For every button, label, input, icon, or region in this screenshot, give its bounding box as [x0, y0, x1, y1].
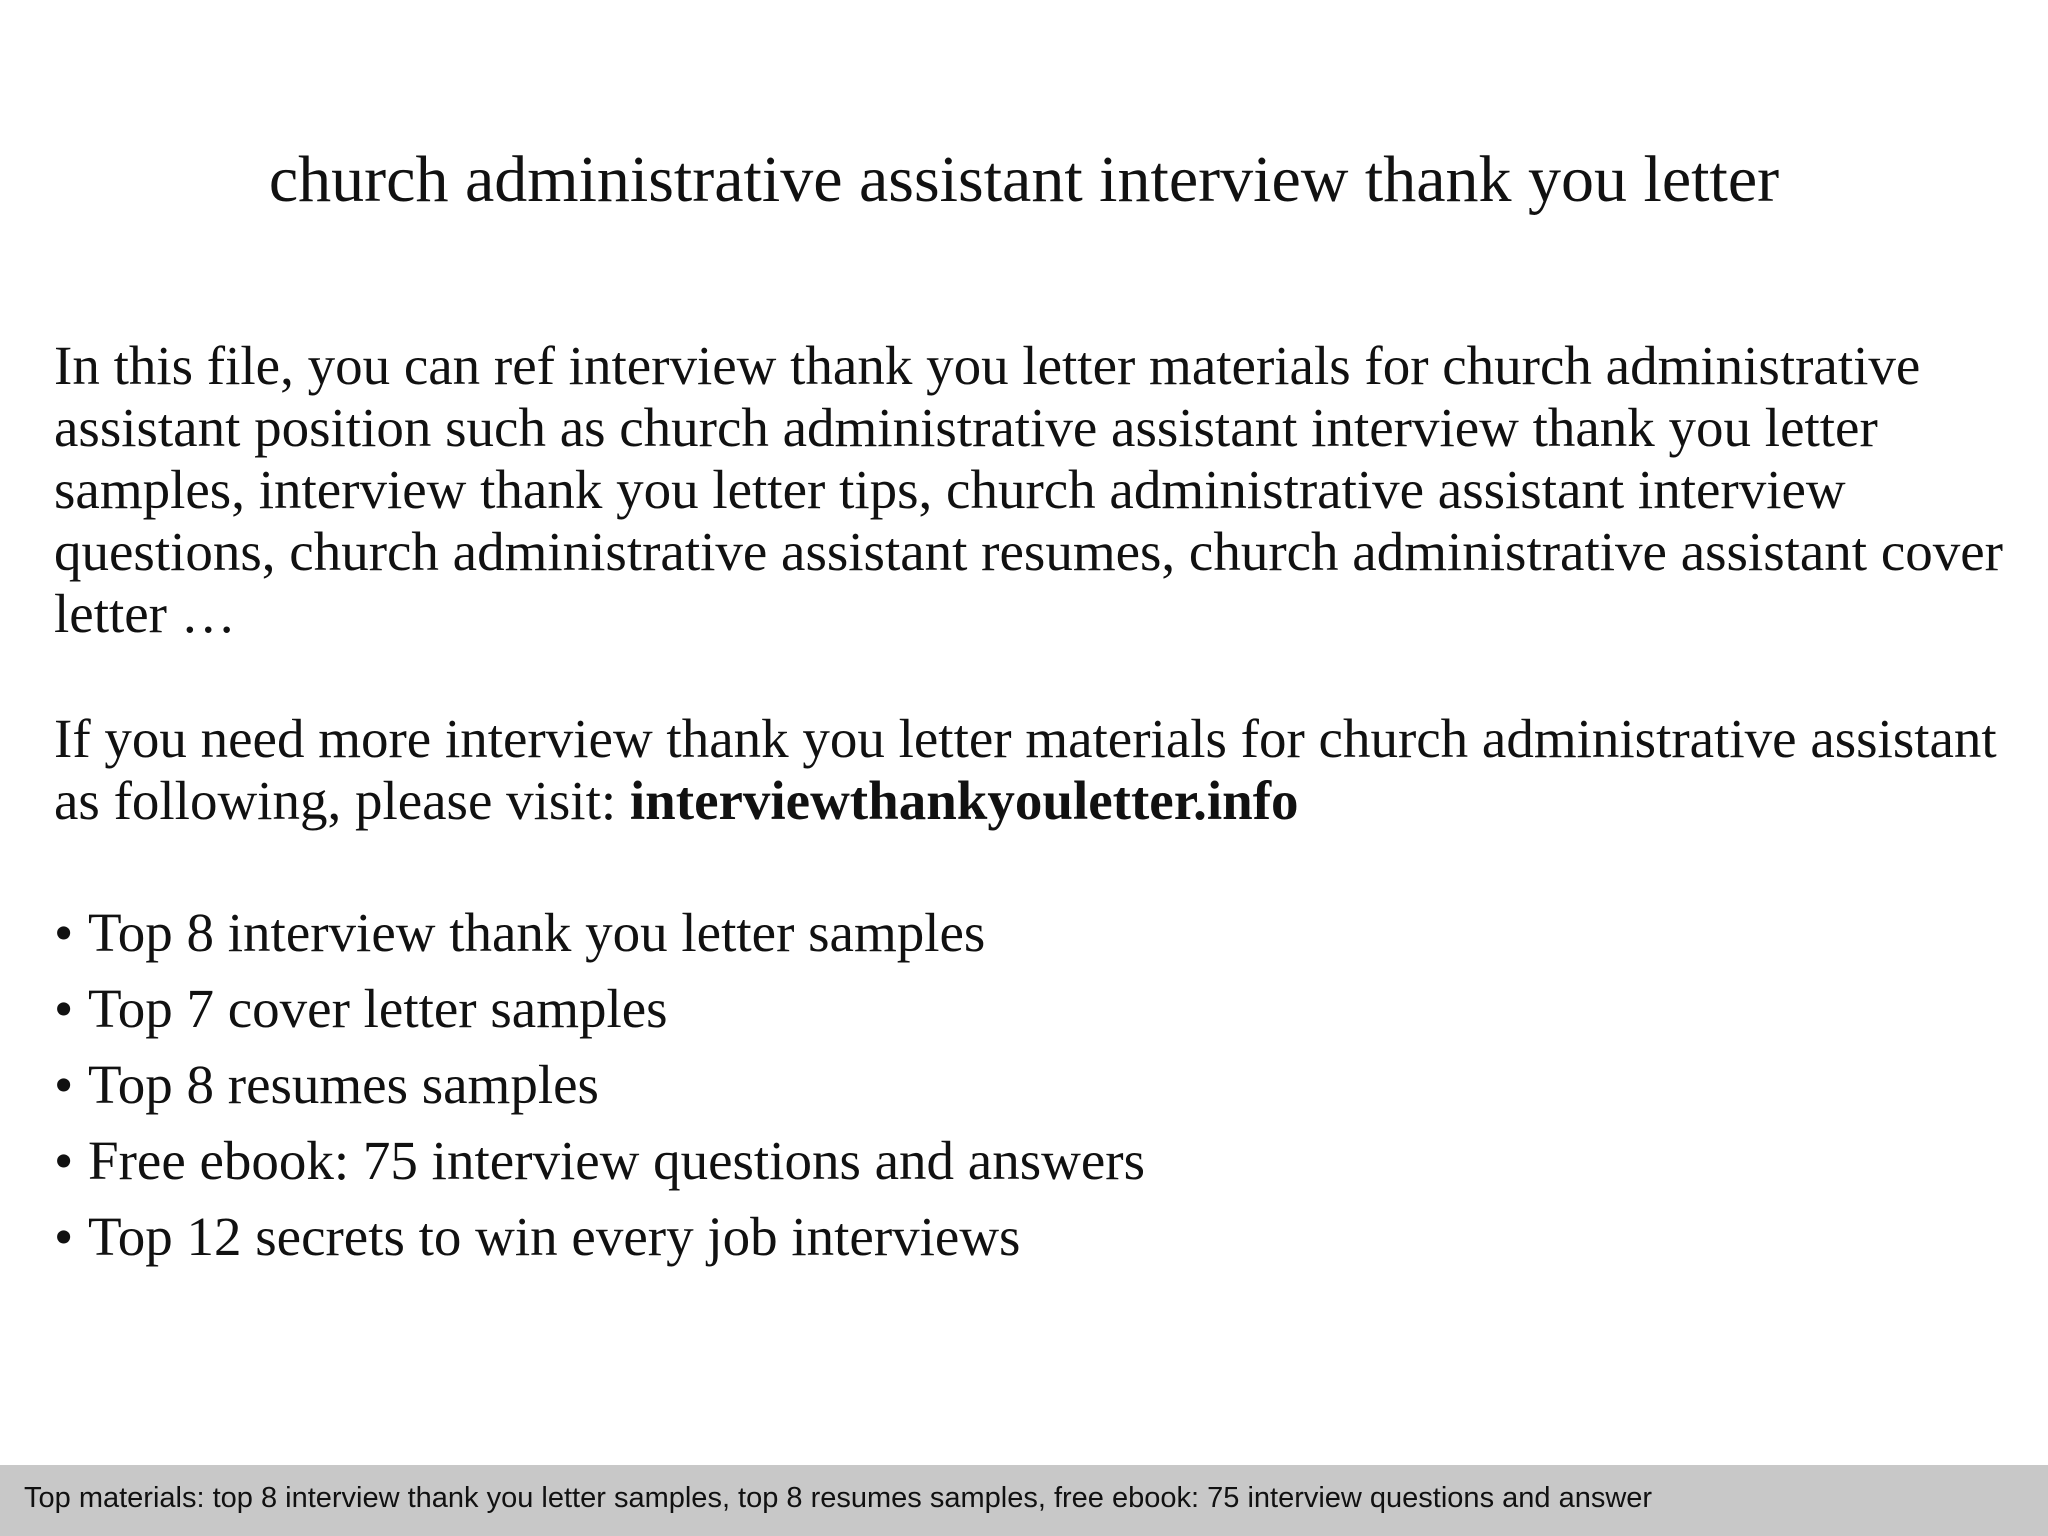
- document-body: [54, 335, 2014, 1275]
- bullet-icon: •: [54, 978, 74, 1039]
- more-materials-text: If you need more interview thank you letter materials for church administrative assistant as following, please visit:: [54, 708, 1997, 831]
- materials-list: [54, 895, 2014, 1275]
- bullet-icon: •: [54, 902, 74, 963]
- list-item: [54, 971, 2014, 1047]
- footer-bar: [0, 1465, 2048, 1536]
- list-item: [54, 1199, 2014, 1275]
- list-item: [54, 895, 2014, 971]
- list-item-text: Top 12 secrets to win every job interviews: [88, 1206, 1021, 1267]
- bullet-icon: •: [54, 1206, 74, 1267]
- list-item-text: Top 7 cover letter samples: [88, 978, 668, 1039]
- list-item: [54, 1123, 2014, 1199]
- more-materials-paragraph: [54, 708, 2014, 832]
- website-link[interactable]: interviewthankyouletter.info: [629, 770, 1299, 831]
- list-item-text: Free ebook: 75 interview questions and answers: [88, 1130, 1145, 1191]
- list-item: [54, 1047, 2014, 1123]
- bullet-icon: •: [54, 1054, 74, 1115]
- list-item-text: Top 8 interview thank you letter samples: [88, 902, 986, 963]
- bullet-icon: •: [54, 1130, 74, 1191]
- intro-paragraph: In this file, you can ref interview thank you letter materials for church administrative assistant position such as church administrative assistant interview thank you letter samples, interview thank you letter tips, church administrative assistant interview questions, church administrative assistant resumes, church administrative assistant cover letter …: [54, 335, 2003, 644]
- list-item-text: Top 8 resumes samples: [88, 1054, 599, 1115]
- page-title: church administrative assistant interview thank you letter: [268, 143, 1780, 216]
- footer-text: Top materials: top 8 interview thank you letter samples, top 8 resumes samples, free ebook: 75 interview questions and answer: [24, 1482, 1653, 1514]
